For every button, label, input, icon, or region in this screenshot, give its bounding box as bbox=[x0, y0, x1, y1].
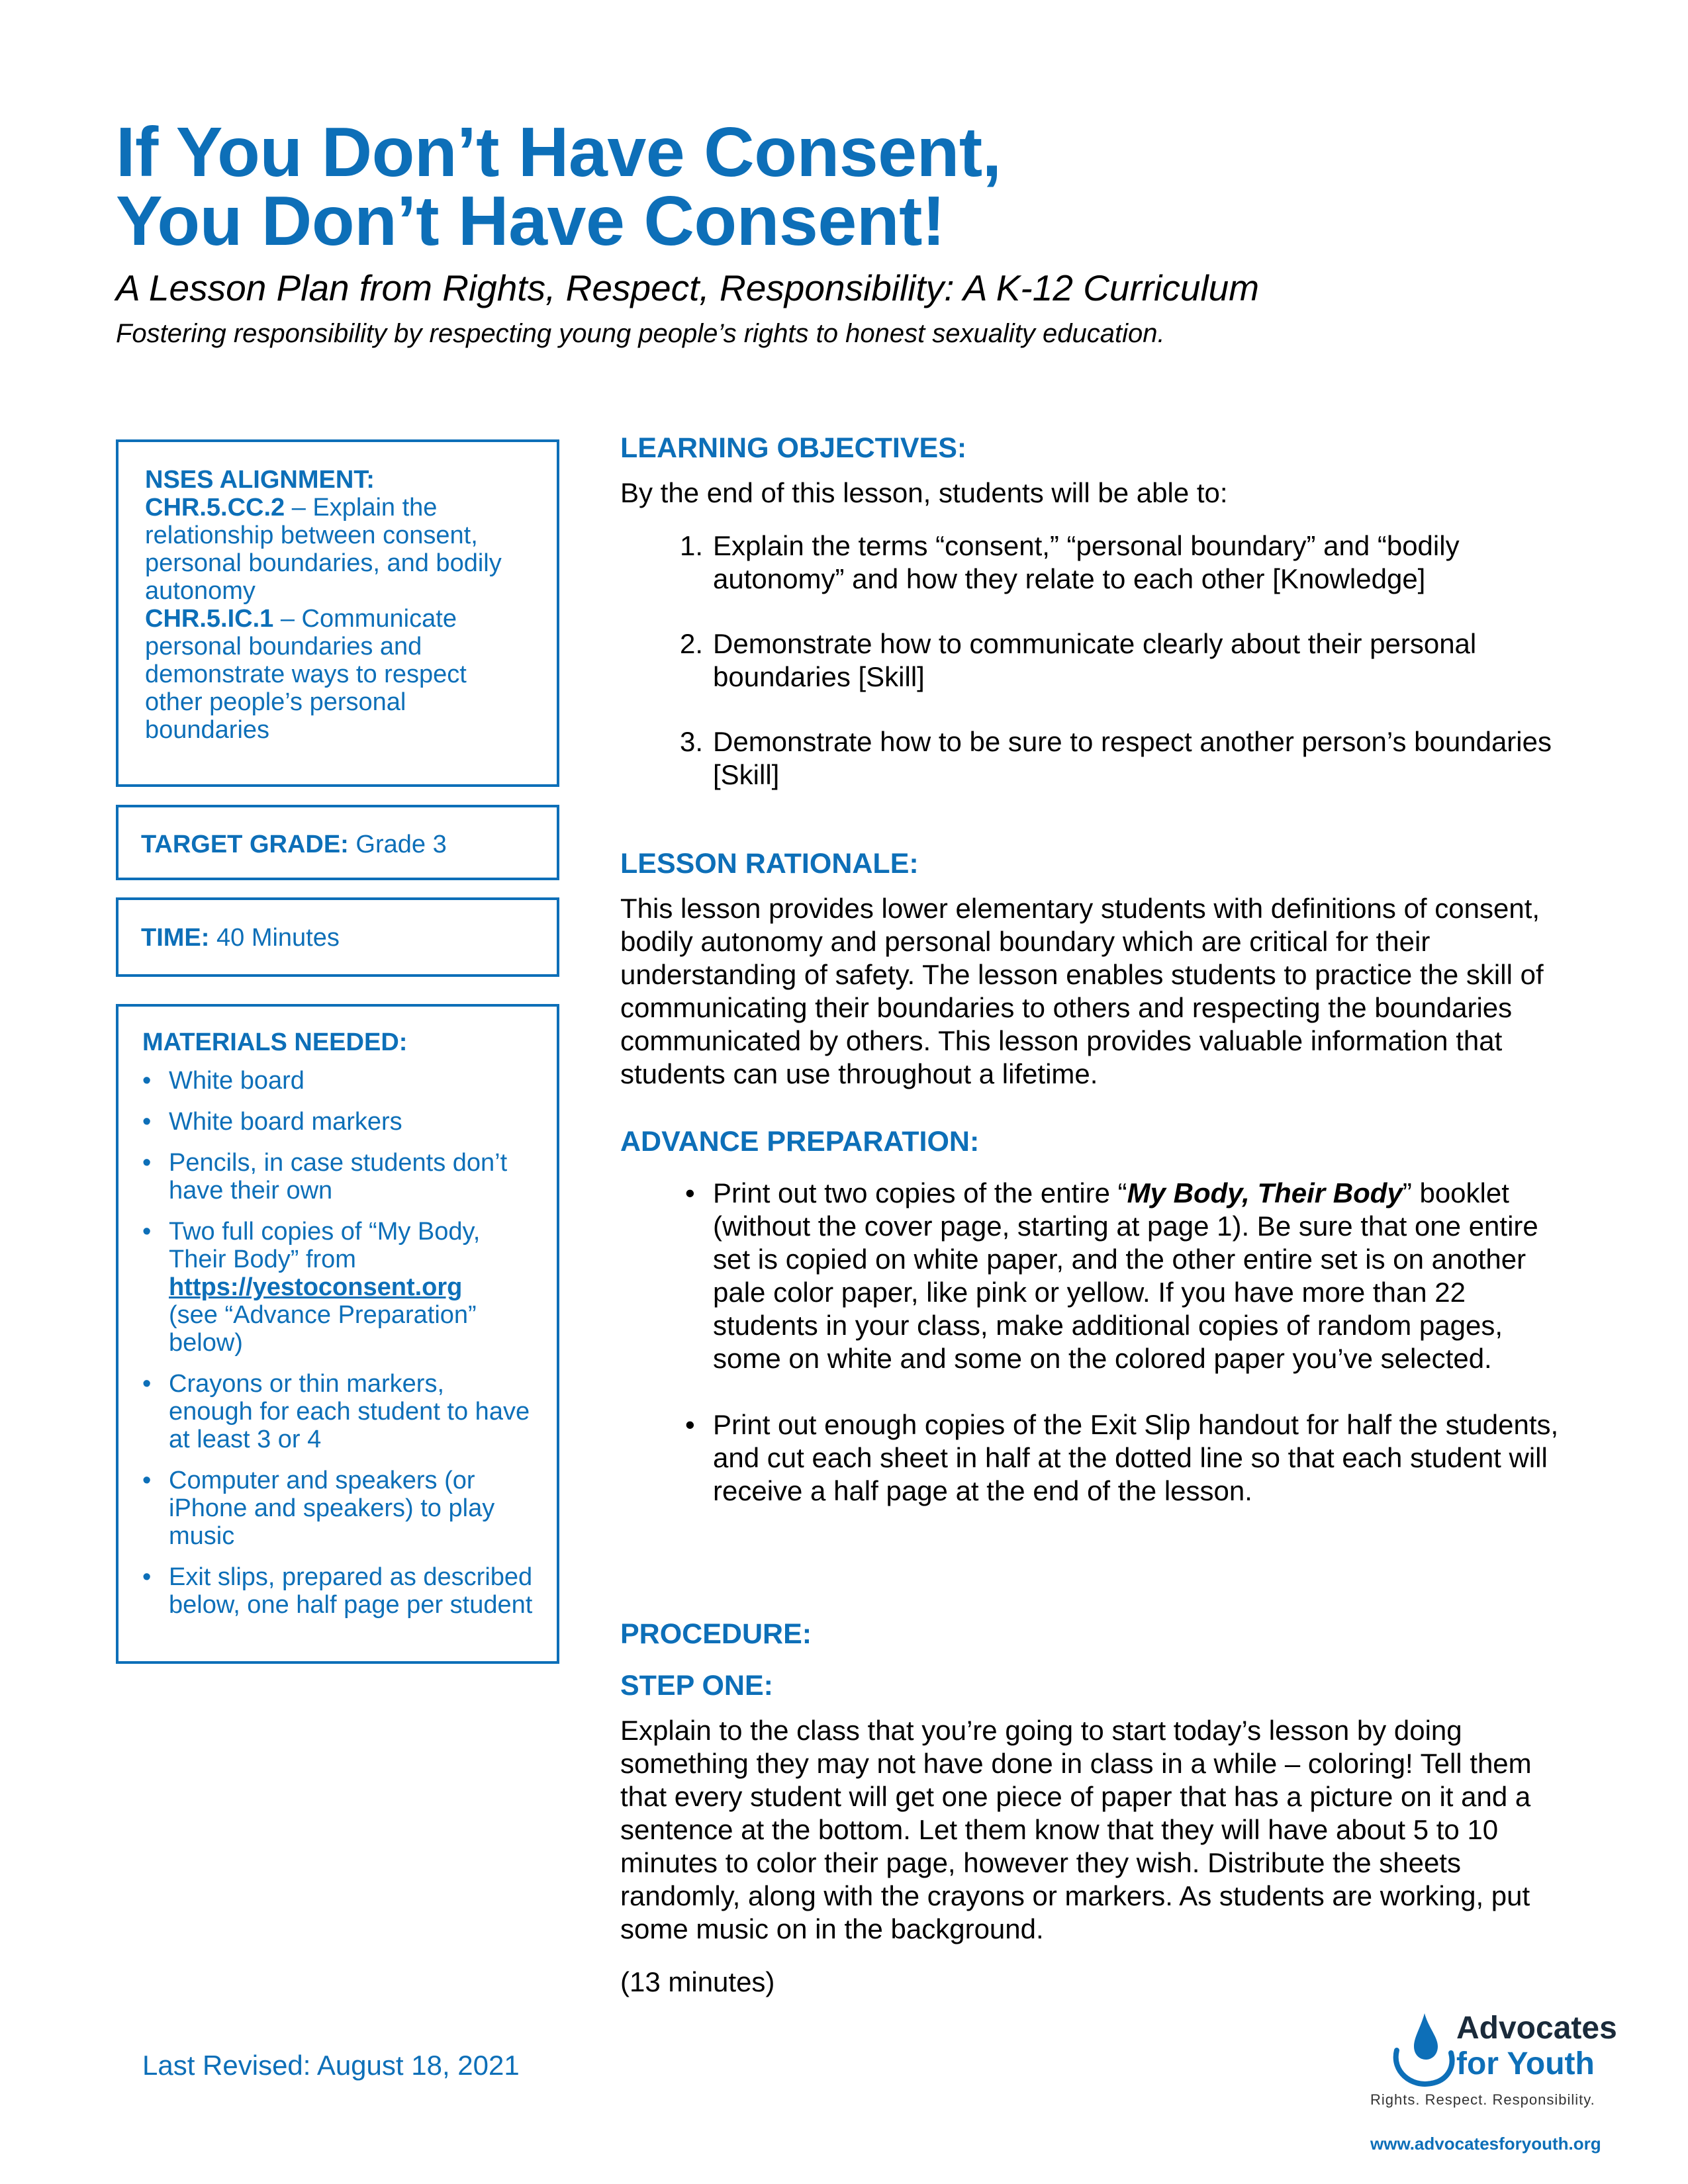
nses-text: – Explain the relationship between consent, personal boundaries, and bodily autonomy bbox=[145, 494, 502, 605]
advocates-logo bbox=[1370, 2011, 1622, 2163]
website-link[interactable]: www.advocatesforyouth.org bbox=[1370, 2134, 1601, 2154]
page-title bbox=[116, 113, 1440, 260]
procedure-section bbox=[620, 1617, 1573, 1999]
list-item: • White board bbox=[142, 1067, 533, 1095]
time-value: 40 Minutes bbox=[209, 924, 340, 952]
objectives-intro: By the end of this lesson, students will be able to: bbox=[620, 477, 1228, 508]
list-item bbox=[680, 627, 1573, 694]
materials-heading: MATERIALS NEEDED: bbox=[142, 1028, 408, 1056]
list-item: • Pencils, in case students don’t have their own bbox=[142, 1149, 533, 1205]
objectives-list bbox=[620, 529, 1573, 792]
list-item: • Computer and speakers (or iPhone and speakers) to play music bbox=[142, 1467, 533, 1550]
preparation-section bbox=[620, 1125, 1573, 1541]
time-box bbox=[116, 897, 559, 977]
time-label: TIME: bbox=[141, 924, 210, 952]
rationale-text: This lesson provides lower elementary students with definitions of consent, bodily autonomy and personal boundary which are critical for their understanding of safety. The lesson enables students to practice the skill of communicating their boundaries to others and respecting the boundaries communicated by others. This lesson provides valuable information that students can use throughout a lifetime. bbox=[620, 893, 1544, 1089]
nses-text: – Communicate personal boundaries and demonstrate ways to respect other people’s personal boundaries bbox=[145, 605, 467, 744]
list-item: • Exit slips, prepared as described below, one half page per student bbox=[142, 1563, 533, 1619]
booklet-title: My Body, Their Body bbox=[1127, 1177, 1403, 1208]
logo-line-1: Advocates bbox=[1456, 2011, 1617, 2046]
objectives-heading: LEARNING OBJECTIVES: bbox=[620, 432, 967, 464]
logo-line-2: for Youth bbox=[1456, 2046, 1595, 2081]
preparation-heading: ADVANCE PREPARATION: bbox=[620, 1126, 980, 1158]
copies-text: Two full copies of “My Body, Their Body” from bbox=[169, 1218, 481, 1273]
materials-box bbox=[116, 1004, 559, 1664]
procedure-heading: PROCEDURE: bbox=[620, 1618, 812, 1650]
item-number: 3. bbox=[680, 726, 704, 757]
item-number: 1. bbox=[680, 530, 704, 561]
prep-text: Print out two copies of the entire “ bbox=[713, 1177, 1127, 1208]
nses-item bbox=[145, 494, 530, 605]
nses-code: CHR.5.IC.1 bbox=[145, 605, 274, 633]
prep-text: ” booklet (without the cover page, starting at page 1). Be sure that one entire set is copied on white paper, and the other entire set is on another pale color paper, like pink or yellow. If you have more than 22 students in your class, make additional copies of random pages, some on white and some on the colored paper you’ve selected. bbox=[713, 1177, 1538, 1374]
list-item bbox=[680, 725, 1573, 792]
objectives-section bbox=[620, 432, 1573, 823]
list-item: • Crayons or thin markers, enough for each student to have at least 3 or 4 bbox=[142, 1370, 533, 1453]
last-revised: Last Revised: August 18, 2021 bbox=[142, 2050, 520, 2081]
yestoconsent-link[interactable]: https://yestoconsent.org bbox=[169, 1273, 463, 1301]
subtitle: A Lesson Plan from Rights, Respect, Responsibility: A K-12 Curriculum bbox=[116, 267, 1260, 308]
list-item: • Print out enough copies of the Exit Slip handout for half the students, and cut each sheet in half at the dotted line so that each student will receive a half page at the end of the lesson. bbox=[686, 1408, 1573, 1508]
logo-tagline: Rights. Respect. Responsibility. bbox=[1370, 2091, 1595, 2108]
target-grade-value: Grade 3 bbox=[348, 831, 447, 858]
nses-heading: NSES ALIGNMENT: bbox=[145, 466, 375, 494]
step-one-time: (13 minutes) bbox=[620, 1966, 775, 1997]
step-one-heading: STEP ONE: bbox=[620, 1670, 773, 1702]
list-item: • White board markers bbox=[142, 1108, 533, 1136]
nses-code: CHR.5.CC.2 bbox=[145, 494, 285, 522]
materials-list bbox=[142, 1067, 533, 1619]
list-item bbox=[686, 1177, 1573, 1375]
target-grade-label: TARGET GRADE: bbox=[141, 831, 349, 858]
title-line-2: You Don’t Have Consent! bbox=[116, 182, 945, 260]
list-item bbox=[680, 529, 1573, 596]
target-grade-box bbox=[116, 805, 559, 880]
preparation-list bbox=[620, 1177, 1573, 1508]
nses-alignment-box bbox=[116, 439, 559, 787]
step-one-text: Explain to the class that you’re going to start today’s lesson by doing something they may not have done in class in a while – coloring! Tell them that every student will get one piece of paper that has a picture on it and a sentence at the bottom. Let them know that they will have about 5 to 10 minutes to color their page, however they wish. Distribute the sheets randomly, along with the crayons or markers. As students are working, put some music on in the background. bbox=[620, 1715, 1532, 1944]
copies-note: (see “Advance Preparation” below) bbox=[169, 1301, 477, 1357]
nses-item bbox=[145, 605, 530, 744]
logo-wordmark bbox=[1456, 2011, 1617, 2082]
item-text: Demonstrate how to be sure to respect another person’s boundaries [Skill] bbox=[713, 726, 1552, 790]
list-item bbox=[142, 1218, 533, 1357]
rationale-section bbox=[620, 847, 1573, 1091]
item-text: Explain the terms “consent,” “personal boundary” and “bodily autonomy” and how they relate to each other [Knowledge] bbox=[713, 530, 1460, 594]
item-number: 2. bbox=[680, 628, 704, 659]
item-text: Demonstrate how to communicate clearly about their personal boundaries [Skill] bbox=[713, 628, 1477, 692]
title-line-1: If You Don’t Have Consent, bbox=[116, 113, 1002, 191]
rationale-heading: LESSON RATIONALE: bbox=[620, 848, 919, 880]
drop-icon bbox=[1385, 2011, 1458, 2090]
tagline: Fostering responsibility by respecting young people’s rights to honest sexuality education. bbox=[116, 319, 1165, 348]
